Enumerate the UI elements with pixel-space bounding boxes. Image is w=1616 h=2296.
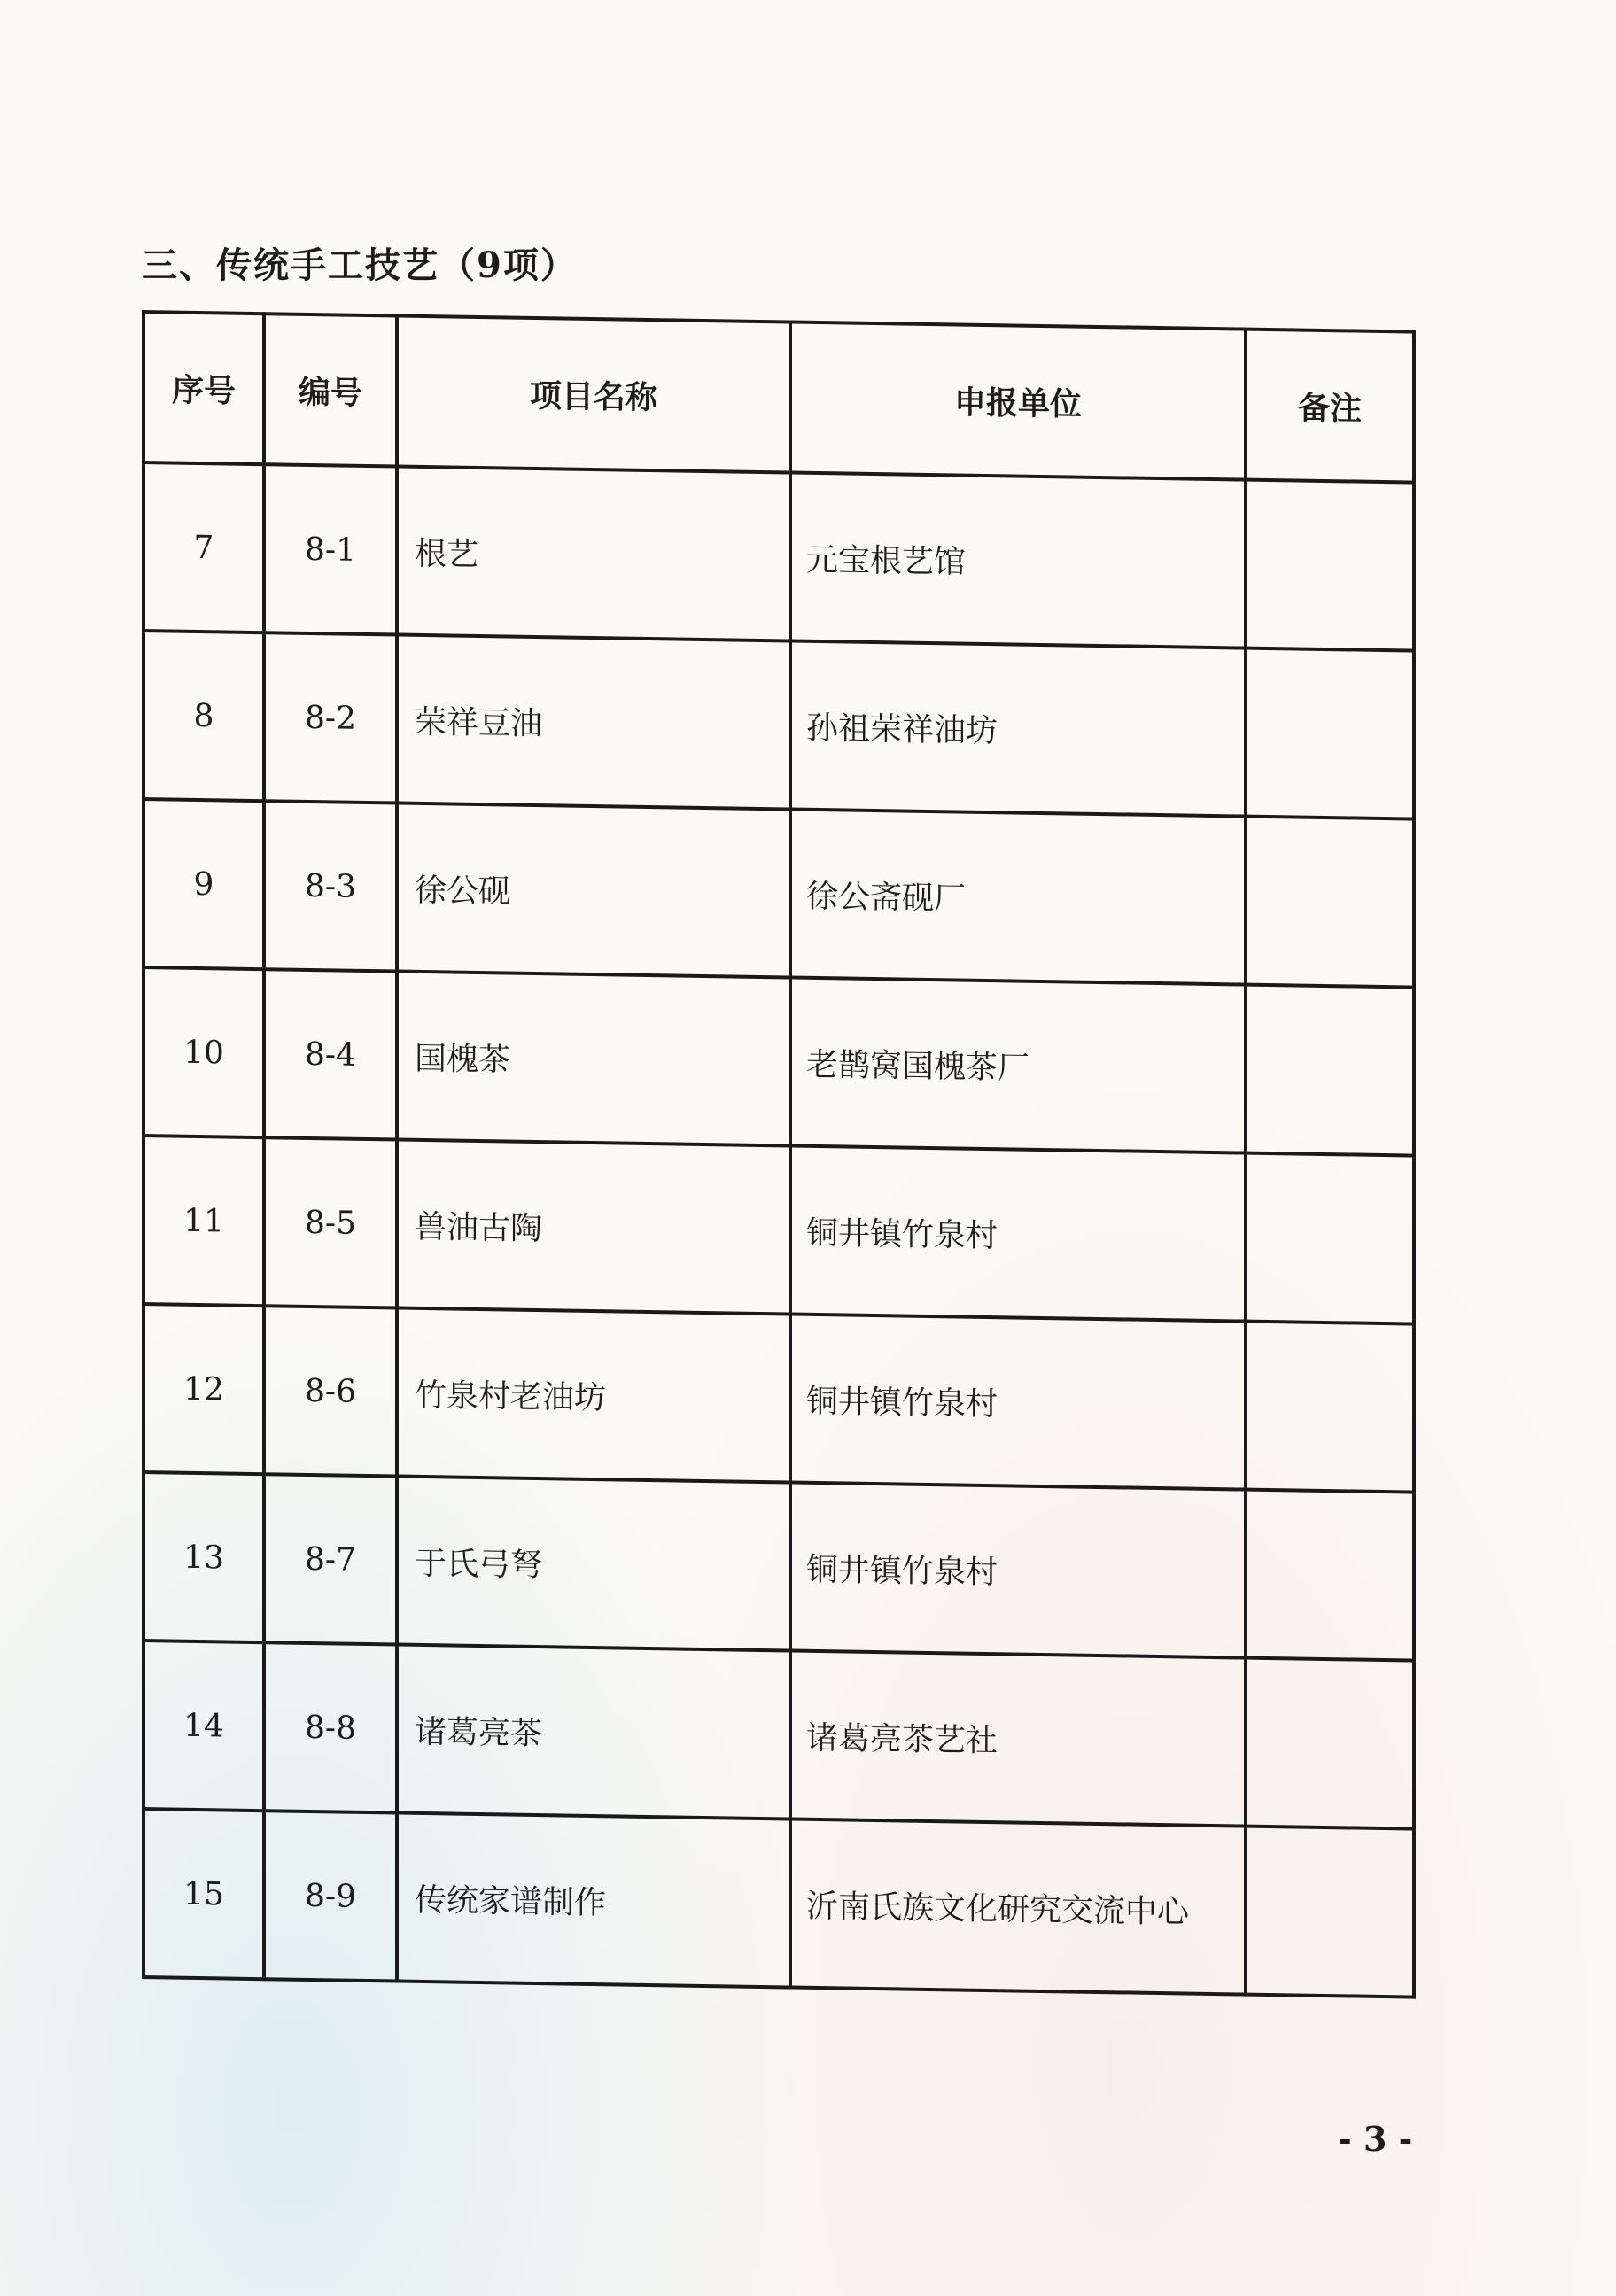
header-project-name: 项目名称 [397,316,790,473]
cell-seq: 11 [144,1136,264,1306]
cell-applicant: 徐公斋砚厂 [790,809,1246,984]
cell-applicant: 铜井镇竹泉村 [790,1482,1246,1657]
cell-seq: 13 [144,1472,264,1642]
cell-seq: 7 [144,462,264,632]
cell-seq: 8 [144,631,264,801]
table-header-row [144,312,1414,483]
cell-number: 8-5 [264,1137,397,1307]
cell-project-name: 国槐茶 [397,972,790,1146]
cell-project-name: 兽油古陶 [397,1140,790,1315]
header-number: 编号 [264,314,397,466]
cell-number: 8-2 [264,632,397,803]
project-table [142,310,1416,1999]
table-row [144,1136,1414,1324]
cell-number: 8-6 [264,1306,397,1476]
table-row [144,462,1414,651]
cell-project-name: 于氏弓弩 [397,1477,790,1651]
table-row [144,1641,1414,1829]
cell-seq: 14 [144,1641,264,1811]
cell-applicant: 孙祖荣祥油坊 [790,640,1246,816]
header-seq: 序号 [144,312,264,464]
cell-project-name: 徐公砚 [397,803,790,978]
page-number: - 3 - [1338,2119,1413,2159]
cell-applicant: 铜井镇竹泉村 [790,1314,1246,1489]
cell-remarks [1246,1322,1414,1493]
cell-seq: 12 [144,1304,264,1474]
cell-remarks [1246,648,1414,819]
header-applicant: 申报单位 [790,322,1246,479]
cell-remarks [1246,1658,1414,1829]
cell-applicant: 铜井镇竹泉村 [790,1145,1246,1321]
cell-number: 8-3 [264,801,397,971]
cell-project-name: 传统家谱制作 [397,1813,790,1988]
cell-applicant: 元宝根艺馆 [790,472,1246,648]
cell-number: 8-7 [264,1474,397,1644]
table-row [144,967,1414,1156]
table-row [144,1304,1414,1493]
cell-remarks [1246,1153,1414,1324]
section-title: 三、传统手工技艺（9项） [142,244,578,286]
header-remarks: 备注 [1246,330,1414,483]
cell-number: 8-1 [264,464,397,634]
cell-remarks [1246,1827,1414,1997]
cell-project-name: 竹泉村老油坊 [397,1308,790,1483]
cell-applicant: 沂南氏族文化研究交流中心 [790,1819,1246,1994]
cell-applicant: 老鹊窝国槐茶厂 [790,977,1246,1152]
cell-remarks [1246,480,1414,651]
cell-project-name: 根艺 [397,467,790,641]
cell-remarks [1246,817,1414,988]
table-row [144,799,1414,988]
table-row [144,631,1414,819]
cell-project-name: 诸葛亮茶 [397,1645,790,1819]
cell-seq: 9 [144,799,264,969]
table-row [144,1472,1414,1661]
cell-project-name: 荣祥豆油 [397,635,790,810]
cell-number: 8-4 [264,969,397,1139]
cell-remarks [1246,985,1414,1156]
cell-number: 8-8 [264,1642,397,1812]
table-row [144,1809,1414,1997]
cell-seq: 10 [144,967,264,1137]
cell-applicant: 诸葛亮茶艺社 [790,1650,1246,1826]
cell-remarks [1246,1490,1414,1661]
cell-seq: 15 [144,1809,264,1979]
cell-number: 8-9 [264,1811,397,1981]
